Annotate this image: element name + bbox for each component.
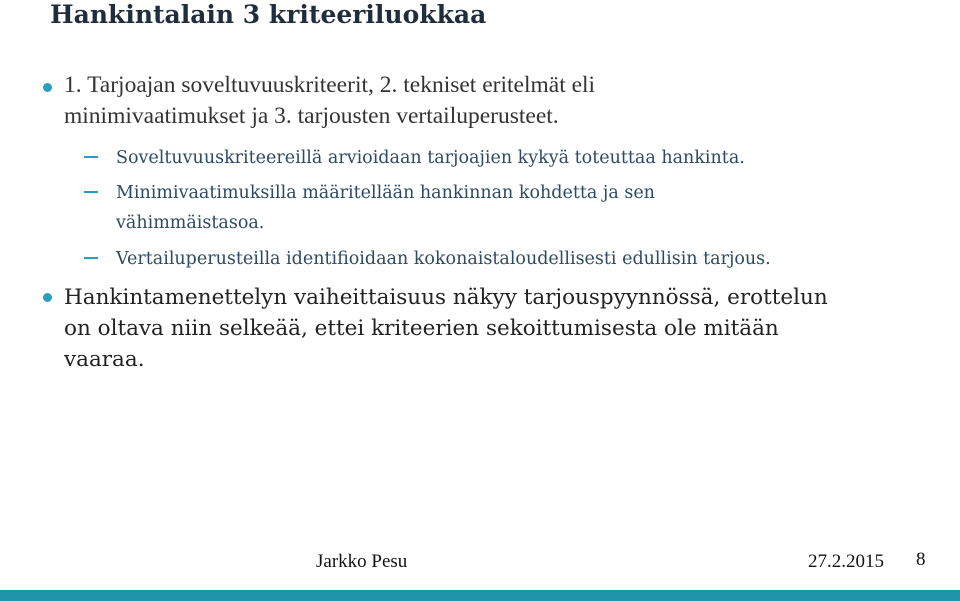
dash-icon [84, 191, 98, 193]
bullet-2-line-2: on oltava niin selkeää, ettei kriteerien sekoittumisesta ole mitään [64, 316, 779, 341]
bullet-1-line-1: 1. Tarjoajan soveltuvuuskriteerit, 2. tekniset eritelmät eli [64, 72, 596, 98]
bullet-1-line-2: minimivaatimukset ja 3. tarjousten vertailuperusteet. [64, 103, 559, 129]
sub-bullet-2-line-1: Minimivaatimuksilla määritellään hankinnan kohdetta ja sen [116, 183, 655, 203]
bullet-2 [42, 282, 952, 375]
sub-bullet-1-text: Soveltuvuuskriteereillä arvioidaan tarjoajien kykyä toteuttaa hankinta. [116, 148, 745, 168]
slide-title: Hankintalain 3 kriteeriluokkaa [50, 0, 487, 29]
sub-bullet-2 [90, 178, 890, 238]
bullet-dot-icon [43, 83, 52, 92]
sub-bullet-2-line-2: vähimmäistasoa. [116, 213, 265, 233]
dash-icon [84, 257, 98, 259]
footer-date: 27.2.2015 [808, 551, 884, 572]
bullet-2-line-3: vaaraa. [64, 347, 145, 372]
sub-bullet-1 [90, 143, 890, 173]
bullet-row [42, 282, 952, 375]
footer-author: Jarkko Pesu [316, 551, 408, 572]
bullet-row [42, 70, 952, 132]
page-number: 8 [916, 549, 926, 570]
bullet-dot-icon [43, 293, 52, 302]
dash-icon [84, 156, 98, 158]
bullet-2-line-1: Hankintamenettelyn vaiheittaisuus näkyy tarjouspyynnössä, erottelun [64, 285, 828, 310]
sub-bullet-3-text: Vertailuperusteilla identifioidaan kokonaistaloudellisesti edullisin tarjous. [116, 249, 771, 269]
bullet-1 [42, 70, 952, 132]
bottom-accent-bar [0, 590, 960, 601]
sub-bullet-3 [90, 244, 890, 274]
